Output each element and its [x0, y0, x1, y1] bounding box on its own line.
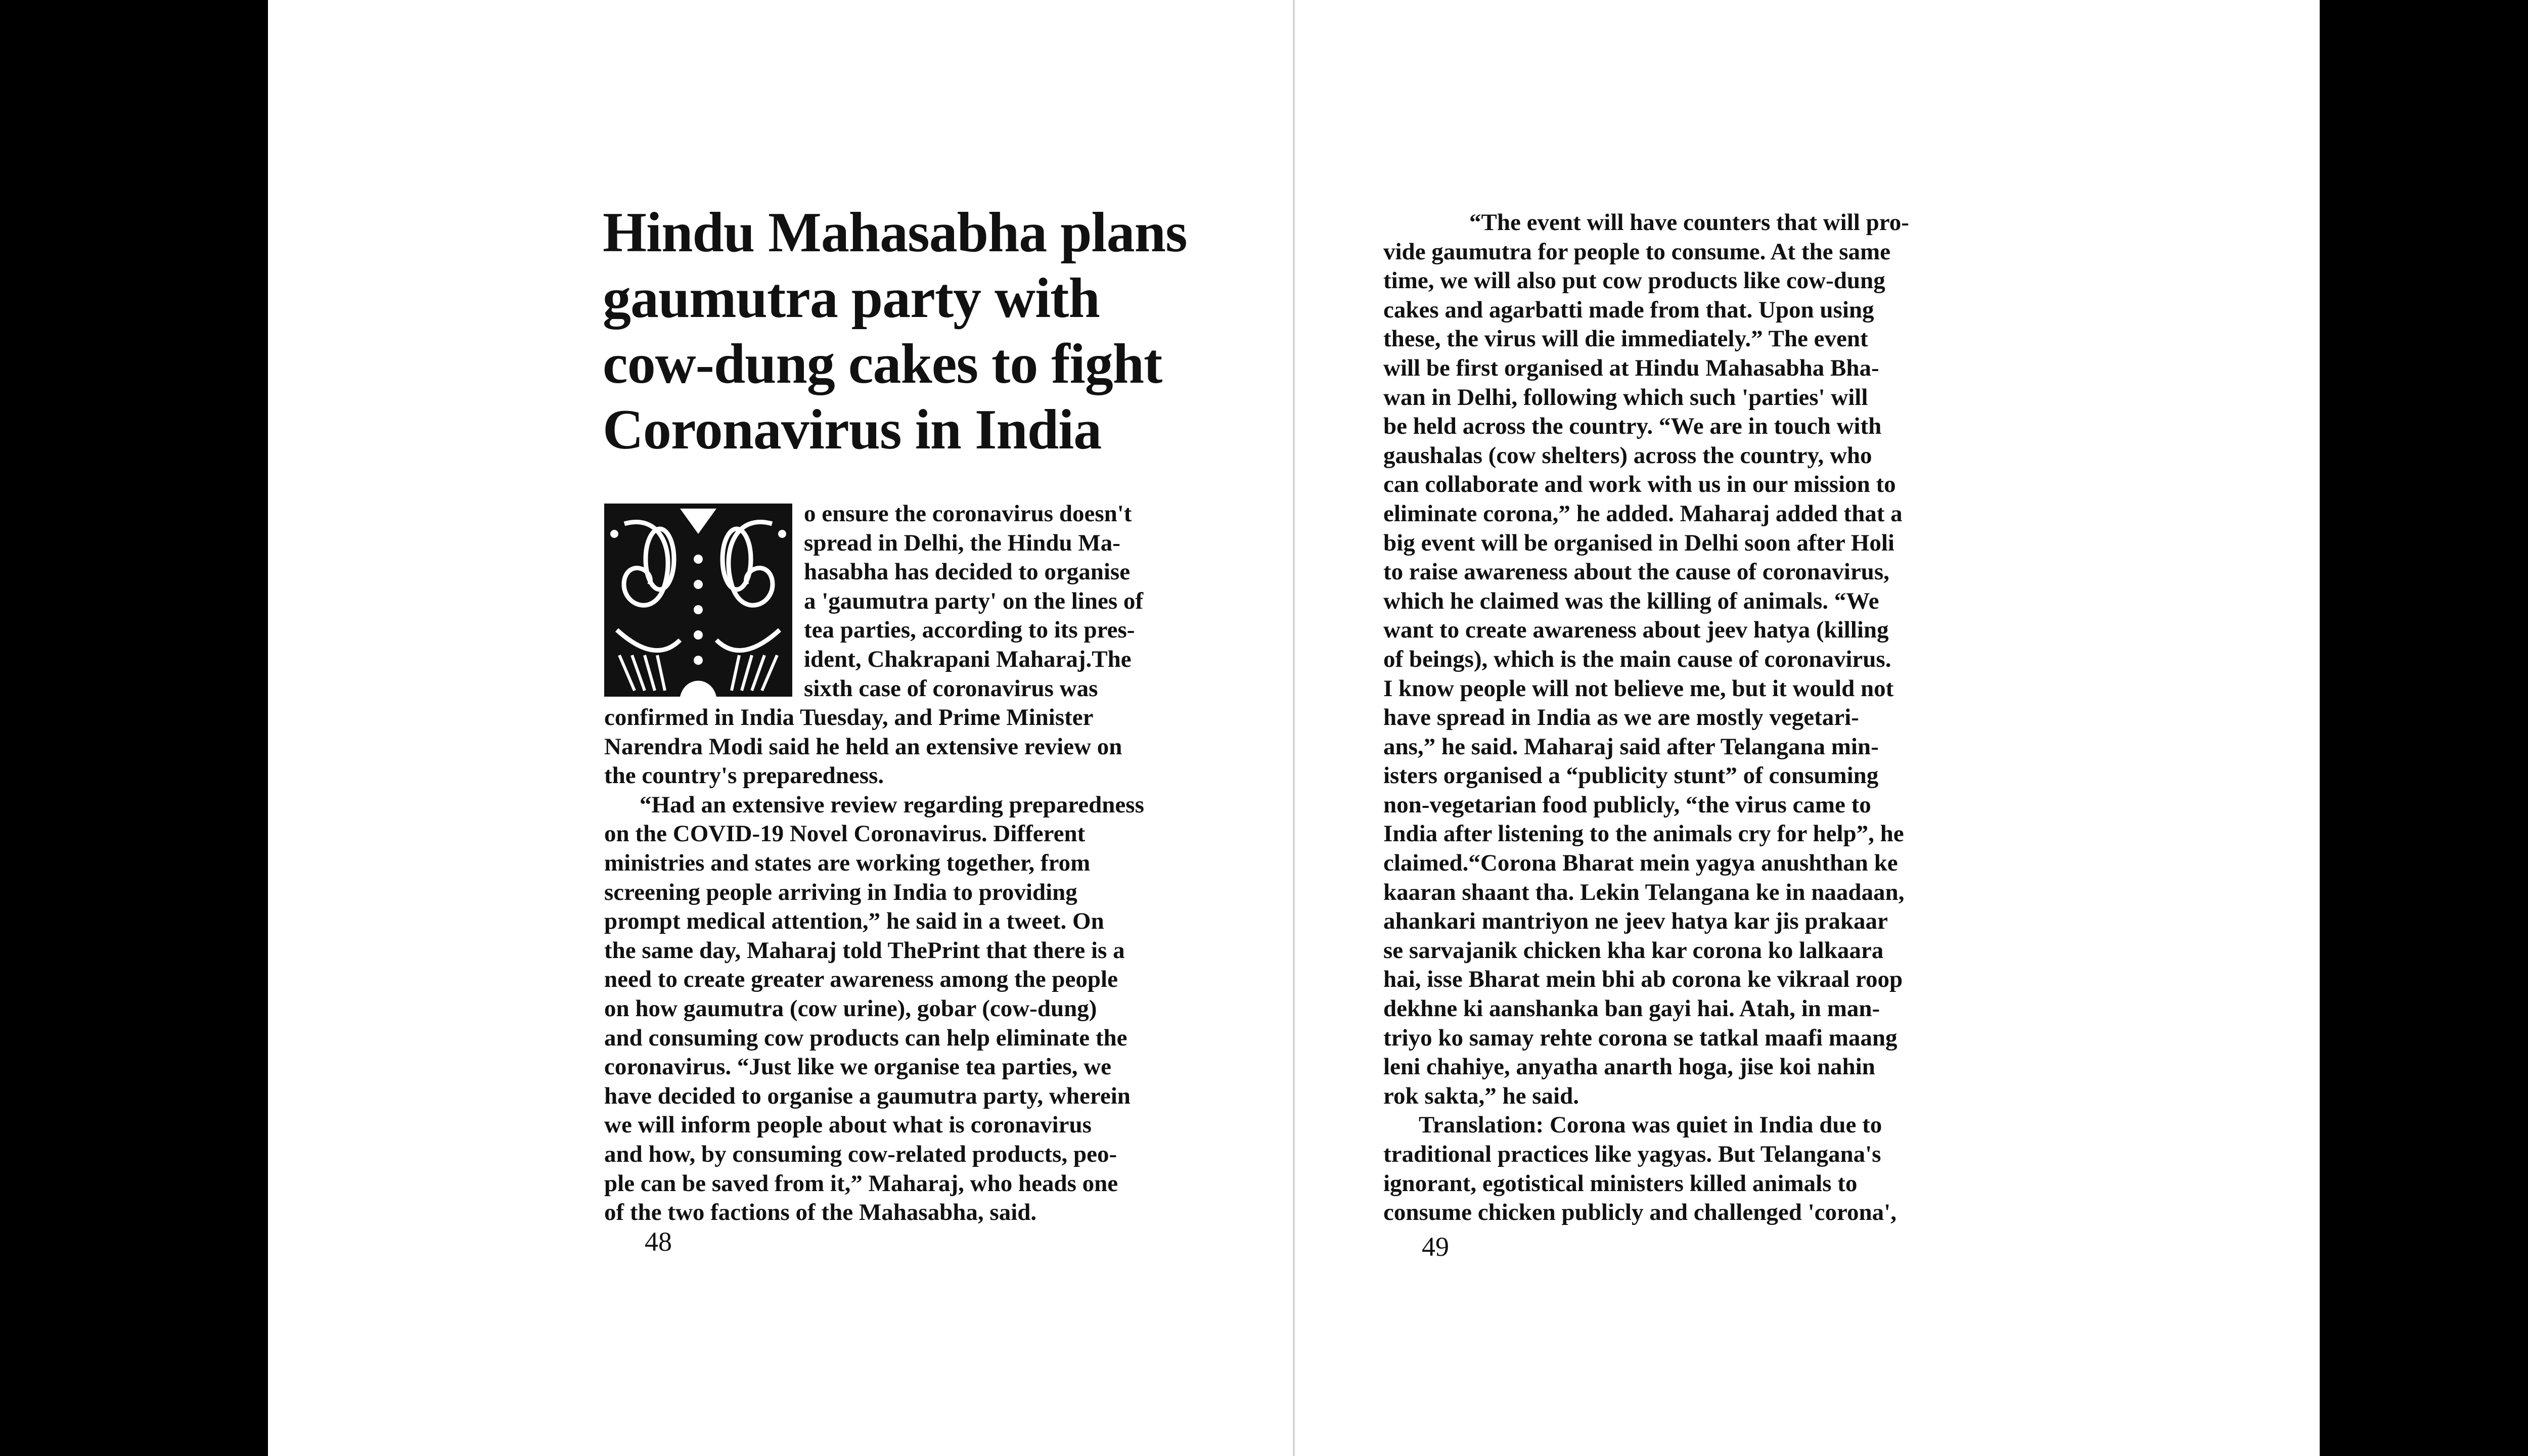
text-line: coronavirus. “Just like we organise tea parties, we: [604, 1054, 1111, 1080]
text-line: on the COVID-19 Novel Coronavirus. Different: [604, 821, 1086, 847]
text-line: hai, isse Bharat mein bhi ab corona ke vikraal roop: [1383, 966, 1903, 993]
text-line: I know people will not believe me, but it would not: [1383, 675, 1894, 702]
text-line: claimed.“Corona Bharat mein yagya anushthan ke: [1383, 850, 1898, 877]
text-line: we will inform people about what is coronavirus: [604, 1112, 1092, 1139]
text-line: be held across the country. “We are in touch with: [1383, 413, 1882, 440]
text-line: traditional practices like yagyas. But Telangana's: [1383, 1141, 1881, 1167]
text-line: ahankari mantriyon ne jeev hatya kar jis prakaar: [1383, 908, 1888, 935]
text-line: ans,” he said. Maharaj said after Telangana min-: [1383, 733, 1879, 760]
text-line: Translation: Corona was quiet in India due to: [1419, 1112, 1882, 1139]
text-line: eliminate corona,” he added. Maharaj added that a: [1383, 500, 1903, 527]
text-line: wan in Delhi, following which such 'parties' will: [1383, 384, 1868, 411]
text-line: “The event will have counters that will pro-: [1469, 209, 1909, 236]
text-line: prompt medical attention,” he said in a tweet. On: [604, 908, 1104, 935]
text-line: se sarvajanik chicken kha kar corona ko lalkaara: [1383, 937, 1884, 964]
page-gutter-divider: [1293, 0, 1295, 1456]
text-line: want to create awareness about jeev hatya (killing: [1383, 617, 1889, 644]
right-body-text: [1383, 208, 1909, 1227]
text-line: can collaborate and work with us in our mission to: [1383, 471, 1896, 498]
text-line: need to create greater awareness among the people: [604, 966, 1118, 993]
text-line: confirmed in India Tuesday, and Prime Minister: [604, 704, 1094, 731]
text-line: will be first organised at Hindu Mahasabha Bha-: [1383, 354, 1879, 381]
text-line: leni chahiye, anyatha anarth hoga, jise koi nahin: [1383, 1054, 1875, 1080]
article-title: [603, 200, 1260, 463]
text-line: screening people arriving in India to providing: [604, 879, 1077, 905]
text-line: and how, by consuming cow-related products, peo-: [604, 1141, 1117, 1167]
text-line: cakes and agarbatti made from that. Upon using: [1383, 296, 1874, 323]
text-line: big event will be organised in Delhi soon after Holi: [1383, 529, 1894, 556]
page-number-right: 49: [1422, 1232, 1449, 1262]
title-line: Hindu Mahasabha plans: [603, 201, 1187, 264]
text-line: ministries and states are working together, from: [604, 849, 1091, 876]
page-number-left: 48: [645, 1226, 672, 1257]
text-line: dekhne ki aanshanka ban gayi hai. Atah, in man-: [1383, 995, 1880, 1022]
text-line: Narendra Modi said he held an extensive review on: [604, 733, 1122, 760]
text-line: “Had an extensive review regarding preparedness: [640, 791, 1144, 818]
text-line: non-vegetarian food publicly, “the virus came to: [1383, 791, 1871, 818]
text-line: kaaran shaant tha. Lekin Telangana ke in naadaan,: [1383, 879, 1905, 905]
text-line: the country's preparedness.: [604, 762, 884, 789]
text-line: ple can be saved from it,” Maharaj, who heads one: [604, 1170, 1118, 1197]
text-line: spread in Delhi, the Hindu Ma-: [804, 529, 1120, 556]
text-line: sixth case of coronavirus was: [804, 675, 1098, 702]
title-line: gaumutra party with: [603, 267, 1100, 330]
text-line: tea parties, according to its pres-: [804, 617, 1135, 644]
text-line: triyo ko samay rehte corona se tatkal maafi maang: [1383, 1024, 1898, 1051]
text-line: these, the virus will die immediately.” The event: [1383, 326, 1868, 352]
text-line: gaushalas (cow shelters) across the country, who: [1383, 442, 1872, 469]
text-line: which he claimed was the killing of animals. “We: [1383, 587, 1879, 614]
article-lead-paragraph: [804, 499, 1143, 703]
text-line: rok sakta,” he said.: [1383, 1082, 1579, 1109]
text-line: ident, Chakrapani Maharaj.The: [804, 646, 1132, 672]
text-line: a 'gaumutra party' on the lines of: [804, 587, 1144, 614]
text-line: on how gaumutra (cow urine), gobar (cow-dung): [604, 995, 1097, 1022]
title-line: cow-dung cakes to fight: [603, 333, 1162, 395]
text-line: o ensure the coronavirus doesn't: [804, 500, 1132, 527]
text-line: India after listening to the animals cry for help”, he: [1383, 821, 1904, 847]
text-line: have decided to organise a gaumutra party, wherein: [604, 1082, 1131, 1109]
text-line: vide gaumutra for people to consume. At the same: [1383, 238, 1891, 265]
text-line: the same day, Maharaj told ThePrint that there is a: [604, 937, 1125, 964]
text-line: to raise awareness about the cause of coronavirus,: [1383, 559, 1889, 585]
text-line: have spread in India as we are mostly vegetari-: [1383, 704, 1859, 731]
text-line: and consuming cow products can help eliminate the: [604, 1024, 1127, 1051]
left-body-text: [604, 703, 1144, 1227]
text-line: ignorant, egotistical ministers killed animals to: [1383, 1170, 1858, 1197]
text-line: of beings), which is the main cause of coronavirus.: [1383, 646, 1891, 672]
title-line: Coronavirus in India: [603, 398, 1102, 461]
text-line: time, we will also put cow products like cow-dung: [1383, 267, 1885, 294]
ornamental-drop-cap-icon: [604, 504, 792, 697]
text-line: isters organised a “publicity stunt” of consuming: [1383, 762, 1879, 789]
text-line: hasabha has decided to organise: [804, 559, 1131, 585]
text-line: consume chicken publicly and challenged 'corona',: [1383, 1199, 1897, 1226]
text-line: of the two factions of the Mahasabha, said.: [604, 1199, 1037, 1226]
